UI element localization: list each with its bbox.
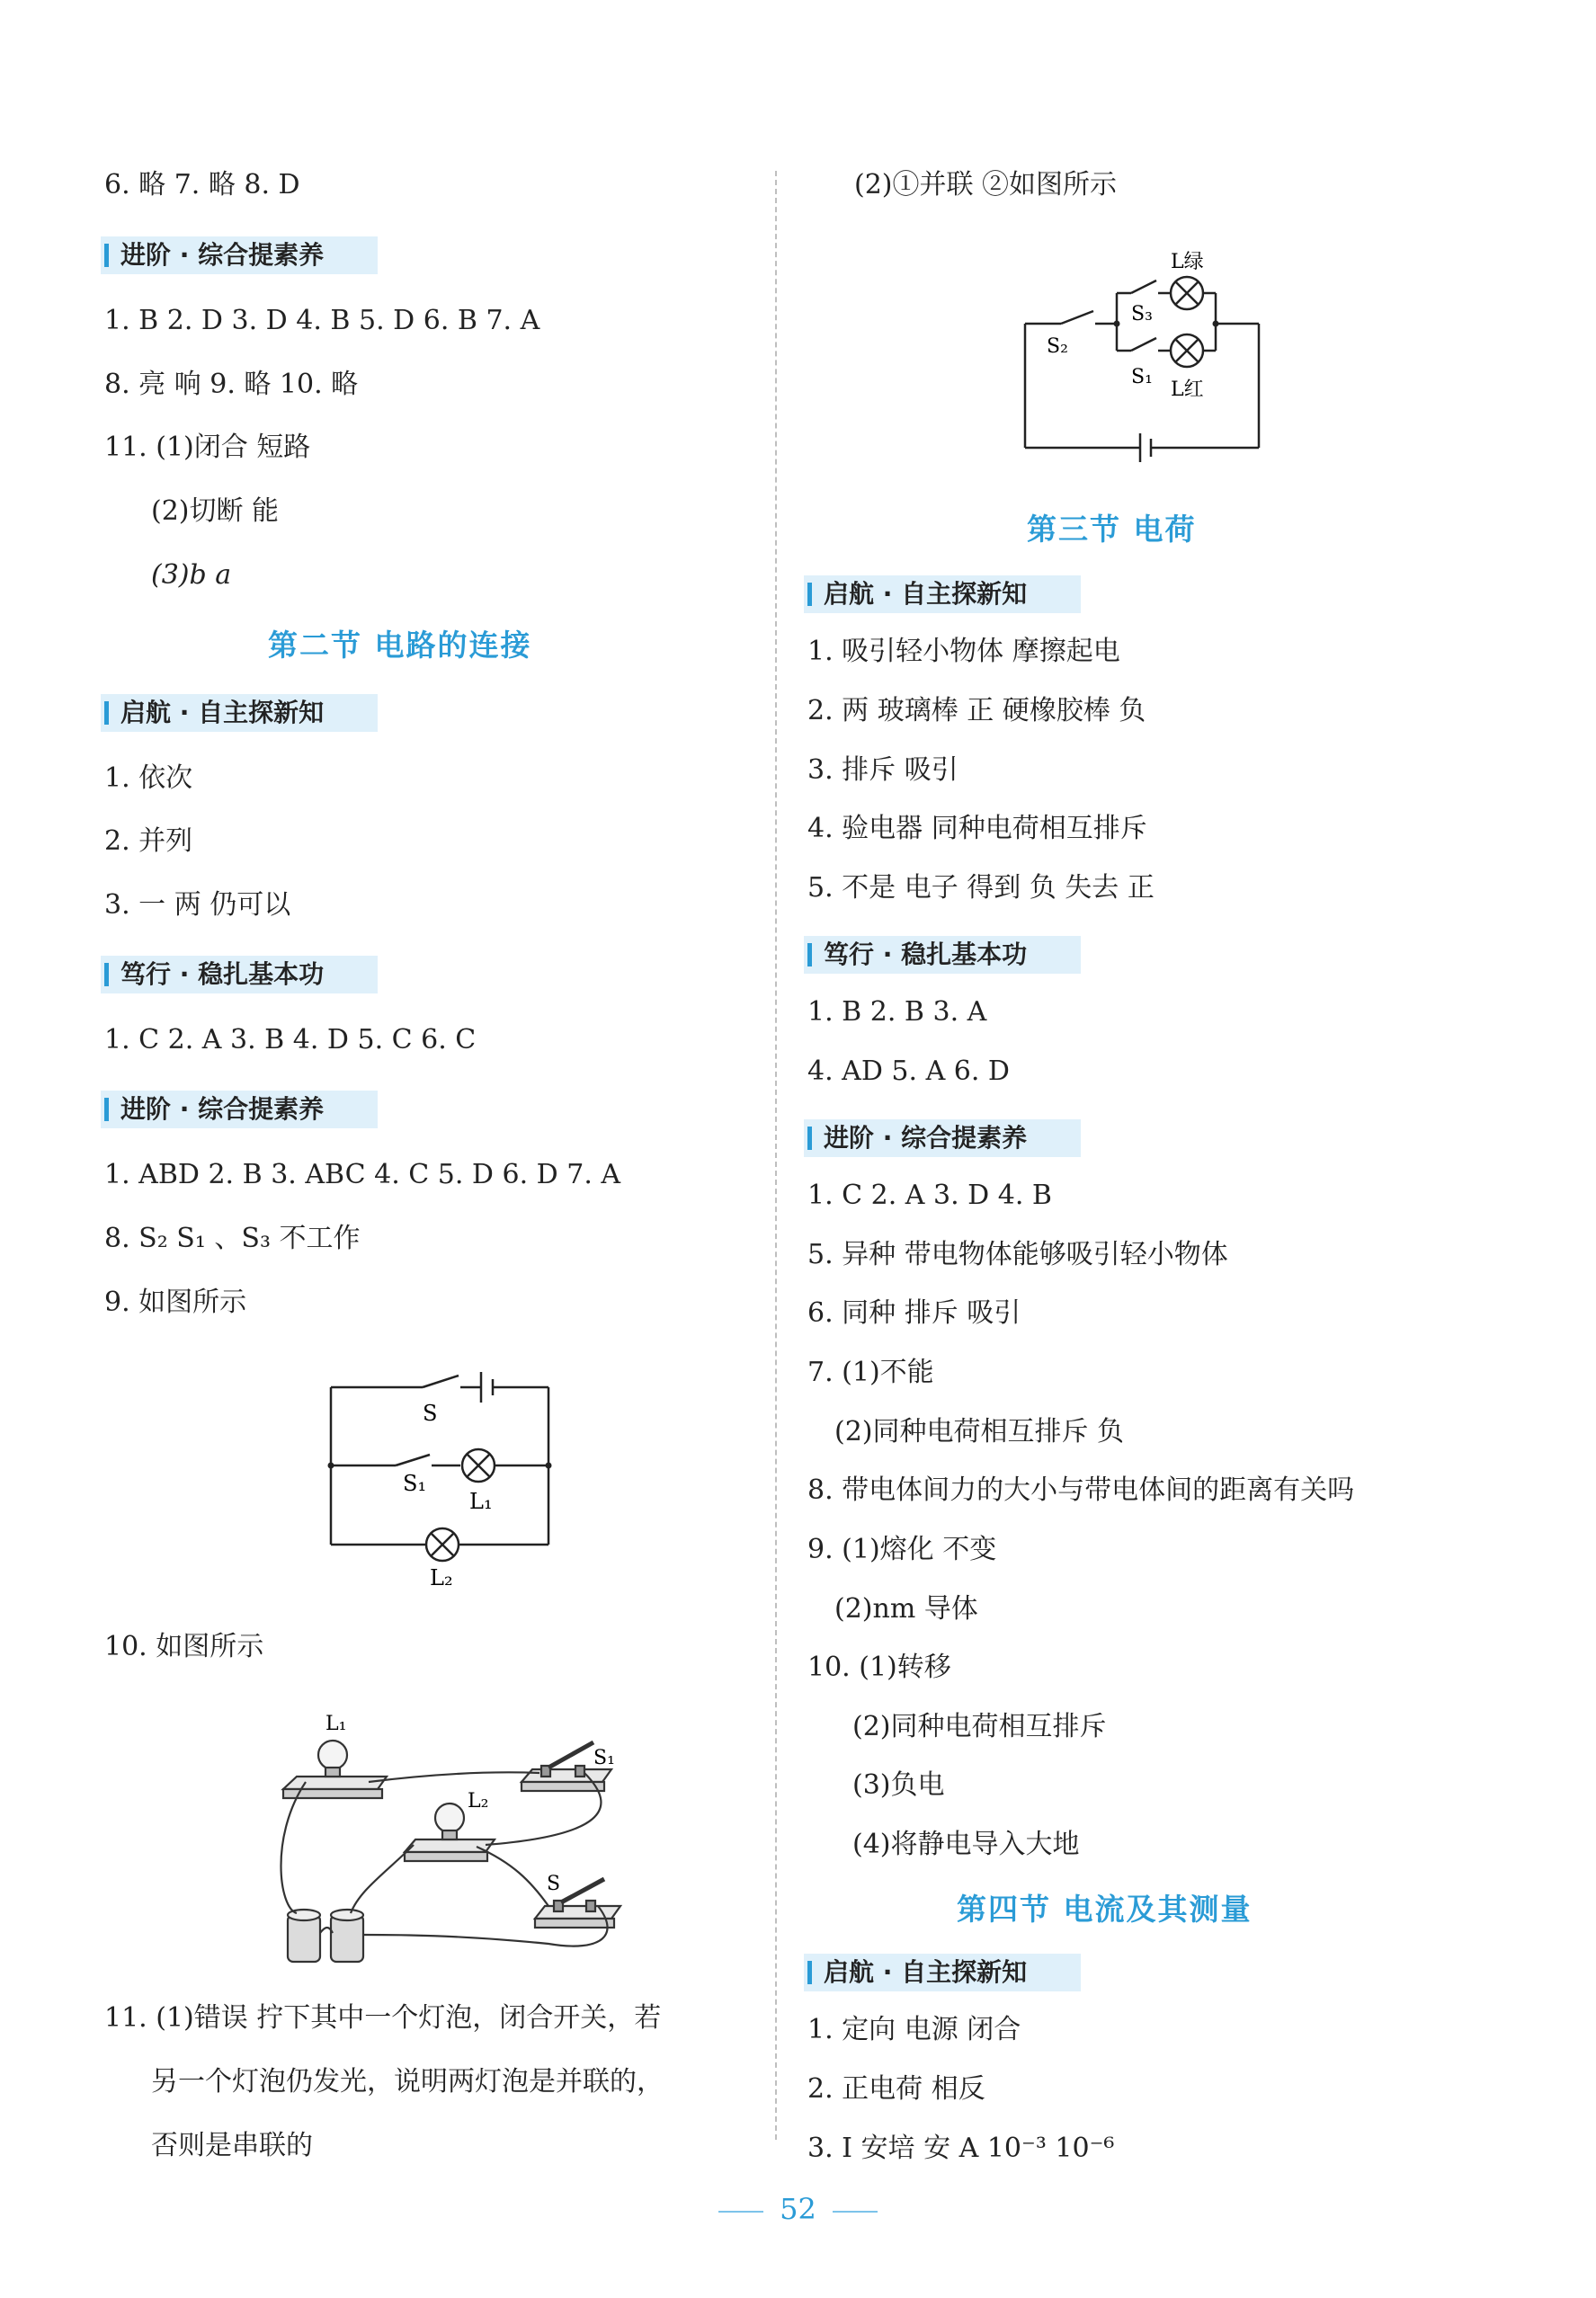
answer-line: 11. (1)错误 拧下其中一个灯泡，闭合开关，若	[104, 2002, 662, 2034]
answer-line: 另一个灯泡仍发光，说明两灯泡是并联的，	[151, 2066, 664, 2098]
answer-line: 1. 吸引轻小物体 摩擦起电	[807, 636, 1120, 667]
page-number-value: 52	[780, 2192, 816, 2226]
label-s1: S₁	[403, 1471, 427, 1496]
label-s1: S₁	[1131, 366, 1153, 388]
section-title: 第三节 电荷	[1027, 512, 1197, 547]
answer-line: (2)同种电荷相互排斥 负	[834, 1416, 1125, 1447]
label-l2: L₂	[430, 1565, 453, 1590]
label-l1: L₁	[469, 1489, 493, 1514]
answer-line: 2. 正电荷 相反	[807, 2073, 985, 2105]
answer-line: 8. 带电体间力的大小与带电体间的距离有关吗	[807, 1474, 1355, 1506]
label-s1: S₁	[593, 1747, 615, 1769]
answer-line: 1. 定向 电源 闭合	[807, 2014, 1021, 2045]
label-l-red: L红	[1171, 379, 1204, 401]
section-title: 第二节 电路的连接	[268, 628, 532, 663]
circuit-diagram-10	[279, 1710, 638, 1980]
section-subheading: 进阶 · 综合提素养	[101, 236, 378, 274]
answer-line: (3)b a	[151, 559, 232, 591]
label-l-green: L绿	[1171, 251, 1204, 273]
answer-line: 1. C 2. A 3. B 4. D 5. C 6. C	[104, 1024, 477, 1055]
answer-line: 3. 一 两 仍可以	[104, 889, 291, 921]
answer-line: 3. I 安培 安 A 10⁻³ 10⁻⁶	[807, 2133, 1115, 2164]
answer-line: 1. 依次	[104, 762, 193, 794]
circuit-diagram-9	[324, 1365, 557, 1590]
answer-line: (2)切断 能	[151, 495, 280, 527]
section-title: 第四节 电流及其测量	[957, 1892, 1253, 1927]
section-subheading: 进阶 · 综合提素养	[804, 1119, 1081, 1157]
page-number-dash	[718, 2211, 763, 2213]
column-divider	[775, 171, 777, 2140]
answer-line: 否则是串联的	[151, 2130, 313, 2161]
section-subheading: 笃行 · 稳扎基本功	[804, 936, 1081, 974]
section-subheading: 启航 · 自主探新知	[101, 694, 378, 732]
section-subheading: 笃行 · 稳扎基本功	[101, 956, 378, 993]
answer-line: (2)同种电荷相互排斥	[852, 1711, 1107, 1742]
section-subheading: 启航 · 自主探新知	[804, 1954, 1081, 1991]
answer-line: 1. B 2. B 3. A	[807, 996, 987, 1028]
label-s2: S₂	[1047, 335, 1068, 358]
circuit-diagram-right	[1016, 241, 1286, 466]
answer-line: 4. 验电器 同种电荷相互排斥	[807, 813, 1147, 844]
answer-line: 8. S₂ S₁ 、S₃ 不工作	[104, 1223, 361, 1254]
section-subheading: 进阶 · 综合提素养	[101, 1091, 378, 1128]
answer-line: 9. 如图所示	[104, 1287, 247, 1318]
page-number-dash	[833, 2211, 878, 2213]
answer-line: 9. (1)熔化 不变	[807, 1534, 997, 1565]
answer-line: 6. 略 7. 略 8. D	[104, 169, 300, 200]
page-number	[0, 2192, 1596, 2226]
answer-line: 5. 异种 带电物体能够吸引轻小物体	[807, 1239, 1228, 1270]
answer-line: (2)nm 导体	[834, 1593, 978, 1625]
answer-line: (3)负电	[852, 1769, 945, 1801]
answer-line: (4)将静电导入大地	[852, 1829, 1080, 1860]
answer-line: 8. 亮 响 9. 略 10. 略	[104, 369, 359, 400]
answer-line: 10. (1)转移	[807, 1652, 951, 1683]
answer-line: 7. (1)不能	[807, 1357, 934, 1388]
answer-line: 1. C 2. A 3. D 4. B	[807, 1180, 1052, 1211]
answer-line: 3. 排斥 吸引	[807, 754, 958, 786]
section-subheading: 启航 · 自主探新知	[804, 575, 1081, 613]
answer-line: 6. 同种 排斥 吸引	[807, 1297, 1021, 1329]
answer-line: 11. (1)闭合 短路	[104, 432, 311, 463]
label-l1: L₁	[325, 1713, 347, 1735]
answer-line: (2)①并联 ②如图所示	[854, 169, 1118, 200]
answer-line: 4. AD 5. A 6. D	[807, 1055, 1010, 1087]
answer-line: 5. 不是 电子 得到 负 失去 正	[807, 872, 1155, 904]
label-l2: L₂	[468, 1790, 489, 1813]
label-s: S	[423, 1401, 438, 1426]
answer-line: 2. 两 玻璃棒 正 硬橡胶棒 负	[807, 695, 1146, 726]
answer-line: 2. 并列	[104, 825, 193, 857]
label-s3: S₃	[1131, 303, 1153, 325]
label-s: S	[547, 1873, 561, 1895]
answer-line: 1. ABD 2. B 3. ABC 4. C 5. D 6. D 7. A	[104, 1159, 621, 1190]
answer-line: 10. 如图所示	[104, 1631, 264, 1662]
answer-line: 1. B 2. D 3. D 4. B 5. D 6. B 7. A	[104, 305, 540, 336]
